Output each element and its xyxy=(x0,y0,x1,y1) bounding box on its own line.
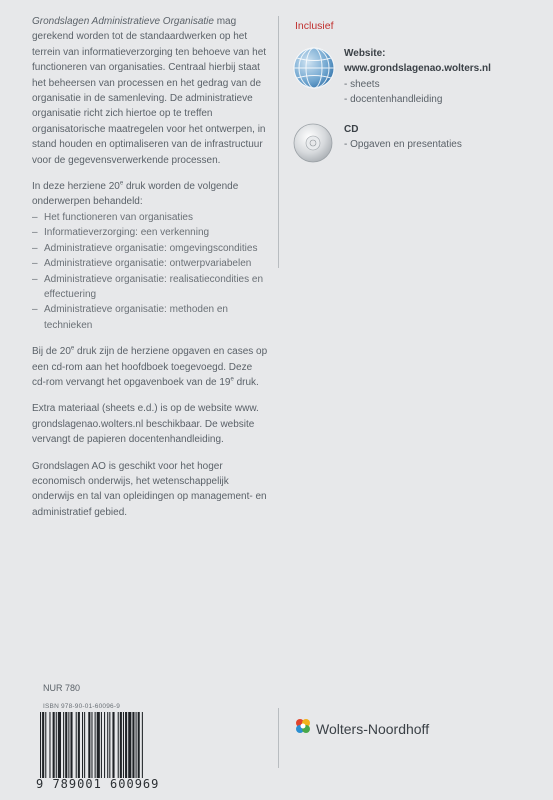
topic-list xyxy=(32,210,268,333)
barcode-bar xyxy=(142,712,143,778)
wolters-logo-icon xyxy=(294,717,312,740)
globe-icon xyxy=(292,46,336,95)
topics-intro xyxy=(32,179,268,210)
topics-intro-sup: e xyxy=(119,180,124,187)
cd-item: - Opgaven en presentaties xyxy=(344,139,462,151)
barcode-bar xyxy=(82,712,83,778)
barcode-bar xyxy=(70,712,72,778)
website-url[interactable]: www.grondslagenao.wolters.nl xyxy=(344,63,491,75)
vertical-divider xyxy=(278,16,279,268)
audience-paragraph: Grondslagen AO is geschikt voor het hoger economisch onderwijs, het wetenschappelijk onderwijs en tal van opleidingen op management- en administratief gebied. xyxy=(32,460,267,518)
barcode-bar xyxy=(125,712,127,778)
barcode-bar xyxy=(45,712,46,778)
website-text xyxy=(344,46,544,108)
barcode-bar xyxy=(95,712,96,778)
barcode-bar xyxy=(65,712,67,778)
website-item: - sheets xyxy=(344,78,380,90)
barcode-bar xyxy=(107,712,108,778)
barcode-bar xyxy=(97,712,100,778)
barcode-bar xyxy=(78,712,80,778)
cdrom-sup-1: e xyxy=(70,345,75,352)
cdrom-text-2: druk zijn de herziene opgaven en cases op een cd-rom aan het hoofdboek toegevoegd. Deze cd-rom vervangt het opgavenboek van de 19 xyxy=(32,346,268,388)
barcode-bar xyxy=(138,712,140,778)
barcode-bar xyxy=(123,712,124,778)
barcode-bar xyxy=(136,712,137,778)
barcode-bar xyxy=(118,712,119,778)
barcode-bar xyxy=(53,712,55,778)
website-item: - docentenhandleiding xyxy=(344,94,443,106)
topic-item: – Administratieve organisatie: ontwerpvariabelen xyxy=(32,256,268,271)
barcode-bar xyxy=(40,712,41,778)
barcode-bar xyxy=(128,712,131,778)
website-label: Website: xyxy=(344,48,386,59)
cdrom-text-3: druk. xyxy=(233,376,259,388)
barcode-bar xyxy=(91,712,92,778)
cdrom-paragraph xyxy=(32,344,268,390)
cd-label: CD xyxy=(344,124,359,135)
back-cover-text xyxy=(32,14,268,531)
isbn-number: ISBN 978-90-01-60096-9 xyxy=(43,703,121,710)
publisher-name: Wolters-Noordhoff xyxy=(316,720,430,737)
barcode-bar xyxy=(104,712,105,778)
barcode-bar xyxy=(88,712,90,778)
topic-item: – Informatieverzorging: een verkenning xyxy=(32,225,268,240)
barcode-bar xyxy=(101,712,102,778)
cd-text xyxy=(344,122,544,153)
publisher-logo xyxy=(294,717,429,740)
inclusief-heading: Inclusief xyxy=(295,20,334,32)
nur-code: NUR 780 xyxy=(43,683,81,693)
topic-item: – Administratieve organisatie: omgevingscondities xyxy=(32,241,268,256)
barcode-bar xyxy=(120,712,122,778)
topic-item: – Het functioneren van organisaties xyxy=(32,210,268,225)
topic-item: – Administratieve organisatie: methoden en technieken xyxy=(32,302,268,333)
barcode-bar xyxy=(132,712,134,778)
barcode-bar xyxy=(76,712,77,778)
extra-paragraph: Extra materiaal (sheets e.d.) is op de website www. grondslagenao.wolters.nl beschikbaar. De website vervangt de papieren docentenhandleiding. xyxy=(32,403,259,446)
barcode-bar xyxy=(49,712,50,778)
barcode-bar xyxy=(112,712,114,778)
vertical-divider-bottom xyxy=(278,708,279,768)
barcode-bar xyxy=(63,712,64,778)
barcode-bar xyxy=(68,712,69,778)
barcode-bar xyxy=(84,712,85,778)
topics-intro-post: druk worden de volgende onderwerpen behandeld: xyxy=(32,181,239,208)
barcode-bar xyxy=(109,712,110,778)
barcode-bar xyxy=(56,712,57,778)
ean-number: 9 789001 600969 xyxy=(36,777,160,791)
barcode-bar xyxy=(58,712,61,778)
topic-item: – Administratieve organisatie: realisatiecondities en effectuering xyxy=(32,272,268,303)
cdrom-text-1: Bij de 20 xyxy=(32,346,71,358)
cd-icon xyxy=(292,122,334,169)
intro-text: mag gerekend worden tot de standaardwerken op het terrein van informatieverzorging ten behoeve van het functioneren van organisaties. Centraal hierbij staat het beheersen van processen en het gedrag van de organisatie in de samenleving. De administratieve organisatie richt zich hiertoe op te treffen organisatorische maatregelen voor het ontwerpen, in stand houden en optimaliseren van de infrastructuur voor de gegevensverwerkende processen. xyxy=(32,16,267,166)
cdrom-sup-2: e xyxy=(230,376,234,383)
topics-intro-pre: In deze herziene 20 xyxy=(32,181,120,193)
book-title: Grondslagen Administratieve Organisatie xyxy=(32,16,214,27)
barcode-bar xyxy=(42,712,44,778)
intro-paragraph xyxy=(32,14,268,168)
barcode xyxy=(40,712,188,778)
